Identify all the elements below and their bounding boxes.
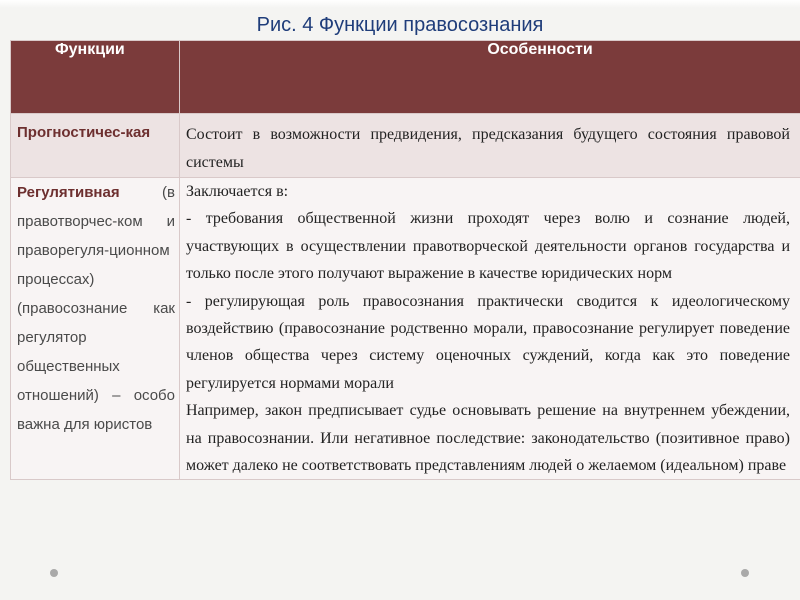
slide-top-edge	[0, 0, 800, 8]
functions-table	[10, 40, 800, 480]
function-cell	[11, 114, 180, 178]
header-functions: Функции	[11, 41, 180, 114]
description-paragraph: Заключается в:	[186, 183, 289, 200]
description-cell	[180, 114, 800, 178]
table-row	[11, 114, 800, 178]
description-paragraph: Состоит в возможности предвидения, предсказания будущего состояния правовой системы	[186, 126, 790, 171]
function-cell	[11, 178, 180, 480]
slide-bullet-dot-left	[50, 569, 58, 577]
function-name: Прогностичес-кая	[17, 124, 151, 141]
slide-bullet-dot-right	[741, 569, 749, 577]
table-row	[11, 178, 800, 480]
description-paragraph: - требования общественной жизни проходят через волю и сознание людей, участвующих в осуществлении правотворческой деятельности органов государства и только после этого получают выражение в качестве юридических норм	[186, 210, 790, 283]
function-name: Регулятивная	[17, 184, 120, 201]
table-header-row	[11, 41, 800, 114]
description-paragraph: - регулирующая роль правосознания практически сводится к идеологическому воздействию (правосознание родственно морали, правосознание регулирует поведение членов общества через систему оценочных суждений, когда как это поведение регулируется нормами морали	[186, 292, 790, 392]
function-note: (в правотворчес-ком и праворегуля-ционном процессах) (правосознание как регулятор общественных отношений) – особо важна для юристов	[17, 184, 175, 433]
description-cell	[180, 178, 800, 480]
slide-title: Рис. 4 Функции правосознания	[256, 14, 544, 36]
description-paragraph: Например, закон предписывает судье основывать решение на внутреннем убеждении, на правосознании. Или негативное последствие: законодательство (позитивное право) может далеко не соответствовать представлениям людей о желаемом (идеальном) праве	[186, 402, 790, 475]
header-features: Особенности	[180, 41, 800, 114]
